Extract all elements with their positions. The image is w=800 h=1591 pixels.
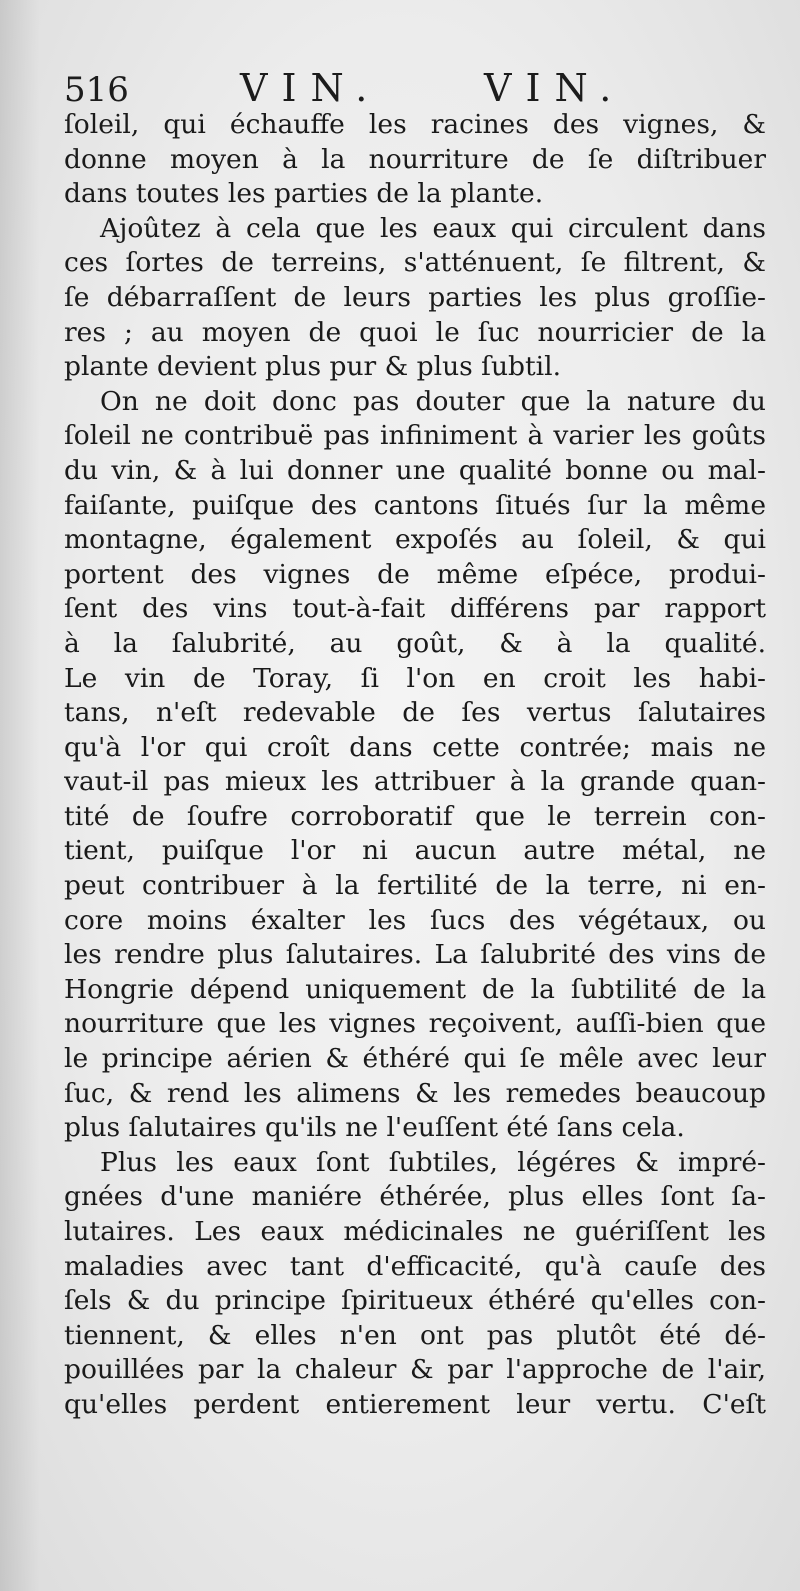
text-line: donne moyen à la nourriture de ſe diſtribuer bbox=[64, 143, 766, 175]
text-line: ſent des vins tout-à-fait différens par rapport bbox=[64, 593, 766, 625]
text-line: Ajoûtez à cela que les eaux qui circulent dans bbox=[100, 212, 766, 244]
text-line: montagne, également expoſés au ſoleil, & qui bbox=[64, 524, 766, 556]
text-line: ſoleil ne contribuë pas infiniment à varier les goûts bbox=[64, 420, 766, 452]
text-line: tité de ſoufre corroboratif que le terrein con- bbox=[64, 800, 766, 832]
page-number: 516 bbox=[64, 70, 129, 110]
text-line: pouillées par la chaleur & par l'approche de l'air, bbox=[64, 1354, 766, 1386]
text-line: Hongrie dépend uniquement de la ſubtilité de la bbox=[64, 973, 766, 1005]
text-line: core moins éxalter les ſucs des végétaux, ou bbox=[64, 904, 766, 936]
text-line: tans, n'eſt redevable de ſes vertus ſalutaires bbox=[64, 697, 766, 729]
text-line: Le vin de Toray, ſi l'on en croit les habi- bbox=[64, 662, 766, 694]
text-line: du vin, & à lui donner une qualité bonne ou mal- bbox=[64, 454, 766, 486]
text-line: res ; au moyen de quoi le ſuc nourricier de la bbox=[64, 316, 766, 348]
running-head-right: VIN. bbox=[484, 66, 626, 110]
text-line: ſuc, & rend les alimens & les remedes beaucoup bbox=[64, 1077, 766, 1109]
text-line: plante devient plus pur & plus ſubtil. bbox=[64, 351, 562, 383]
text-line: le principe aérien & éthéré qui ſe mêle avec leur bbox=[64, 1043, 766, 1075]
text-line: faiſante, puiſque des cantons ſitués ſur la même bbox=[64, 489, 766, 521]
text-line: à la ſalubrité, au goût, & à la qualité. bbox=[64, 627, 766, 659]
text-line: dans toutes les parties de la plante. bbox=[64, 178, 544, 210]
text-line: gnées d'une maniére éthérée, plus elles ſont ſa- bbox=[64, 1181, 766, 1213]
page-edge-shadow bbox=[0, 0, 40, 1591]
text-line: On ne doit donc pas douter que la nature du bbox=[100, 385, 766, 417]
text-line: ſe débarraſſent de leurs parties les plus groſſie- bbox=[64, 281, 766, 313]
text-line: peut contribuer à la fertilité de la terre, ni en- bbox=[64, 870, 766, 902]
text-line: Plus les eaux ſont ſubtiles, légéres & impré- bbox=[100, 1146, 766, 1178]
text-line: ſoleil, qui échauffe les racines des vignes, & bbox=[64, 109, 766, 140]
text-line: tiennent, & elles n'en ont pas plutôt été dé- bbox=[64, 1319, 766, 1351]
text-line: ſels & du principe ſpiritueux éthéré qu'elles con- bbox=[64, 1285, 766, 1317]
text-line: portent des vignes de même eſpéce, produi- bbox=[64, 558, 766, 590]
text-line: lutaires. Les eaux médicinales ne guériſſent les bbox=[64, 1216, 766, 1247]
text-line: qu'à l'or qui croît dans cette contrée; mais ne bbox=[64, 731, 766, 763]
text-line: tient, puiſque l'or ni aucun autre métal, ne bbox=[64, 835, 766, 867]
text-line: plus ſalutaires qu'ils ne l'euſſent été ſans cela. bbox=[64, 1112, 685, 1144]
body-text bbox=[64, 108, 766, 1423]
text-line: maladies avec tant d'efficacité, qu'à cauſe des bbox=[64, 1250, 766, 1282]
text-line: ces ſortes de terreins, s'atténuent, ſe filtrent, & bbox=[64, 247, 766, 279]
text-line: vaut-il pas mieux les attribuer à la grande quan- bbox=[64, 766, 766, 798]
text-line: nourriture que les vignes reçoivent, auſſi-bien que bbox=[64, 1008, 766, 1040]
text-line: les rendre plus ſalutaires. La ſalubrité des vins de bbox=[64, 939, 766, 971]
text-line: qu'elles perdent entierement leur vertu. C'eſt bbox=[64, 1388, 766, 1420]
running-head-left: VIN. bbox=[240, 66, 382, 110]
